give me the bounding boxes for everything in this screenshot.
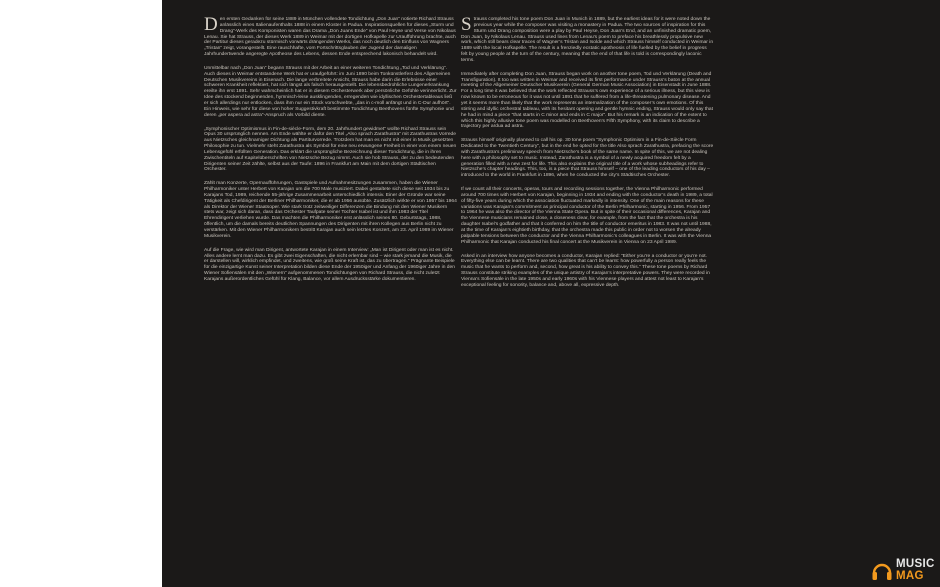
watermark-line-1: MUSIC [896, 558, 935, 570]
booklet-page [162, 0, 940, 587]
english-paragraph-3: Strauss himself originally planned to call his op. 30 tone poem “Symphonic Optimism in a Fin-de-Siècle Form Dedicated to the Twentieth Century”, but in the end he opted for the title Also sprach Zarathustra, prefacing the score with Zarathustra’s preliminary speech from Nietzsche’s book of the same name. In spite of this, we are not dealing here with a philosophy set to music. Instead, Zarathustra is a symbol of a newly acquired freedom felt by a generation filled with a new zest for life. This also explains the original title of a work whose subheadings refer to Nietzsche’s chapter headings. This, too, is a piece that Strauss himself – one of the leading conductors of his day – introduced to the world in Frankfurt in 1896, when he conducted the city’s Städtisches Orchester. [461, 138, 714, 179]
german-paragraph-1-text: en ersten Gedanken für seine 1889 in München vollendete Tondichtung „Don Juan“ notierte Richard Strauss anlässlich eines Italienaufenthalts 1888 in einem Kloster in Padua. Inspirationsquellen für dieses „Sturm und Drang“-Werk des Komponisten waren das Drama „Don Juans Ende“ von Paul Heyse und Verse von Nikolaus Lenau. Sie hat Strauss, der dieses Werk 1889 in Weimar mit der dortigen Hofkapelle zur Uraufführung brachte, auch der Partitur dieses geradezu stürmisch vorwärts drängenden Werks, das noch deutlich den Einfluss von Wagners „Tristan“ zeigt, vorangestellt. Eine rauschhafte, vom Fortschrittsglauben der Jugend der damaligen Jahrhundertwende angeregte Apotheose des Lebens, dessen Ende entsprechend lakonisch behandelt wird. [204, 17, 456, 58]
headphones-icon [870, 559, 894, 583]
english-paragraph-1 [461, 14, 714, 64]
german-paragraph-1 [204, 14, 457, 58]
german-paragraph-3: „Symphonischer Optimismus in Fin-de-siècle-Form, dem 20. Jahrhundert gewidmet“ wollte Richard Strauss sein Opus 30 ursprünglich nennen. Am Ende wählte er dafür den Titel „Also sprach Zarathustra“ mit Zarathustras Vorrede aus Nietzsches gleichnamiger Dichtung als Partiturvorrede. Trotzdem hat man es nicht mit einer in Musik gesetzten Philosophie zu tun. Vielmehr steht Zarathustra als Symbol für eine neu erwungene Freiheit in einer von einem neuen Lebensgefühl erfüllten Generation. Das erklärt die ursprüngliche Bezeichnung dieser Tondichtung, die in ihren Zwischentiteln auf Kapitelüberschriften von Nietzsche Bezug nimmt. Auch sie hob Strauss, der zu den bedeutenden Dirigenten seiner Zeit zählte, selbst aus der Taufe: 1896 in Frankfurt am Main mit dem dortigen Städtischen Orchester. [204, 126, 457, 173]
german-text-column [204, 14, 457, 291]
watermark-text [896, 558, 935, 582]
german-drop-cap: D [204, 14, 218, 35]
english-paragraph-5: Asked in an interview how anyone becomes a conductor, Karajan replied: “Either you’re a conductor or you’re not. Everything else can be learnt. There are two qualities that can’t be learnt: how powerfully a person really feels the music that he wants to perform and, second, how great is his ability to convey this.” These tone poems by Richard Strauss constitute striking examples of the unique artistry of Karajan’s interpretative powers. They were recorded in Vienna’s Sofiensäle in the late 1950s and early 1960s with his Viennese players and attest not least to Karajan’s exceptional feeling for sonority, balance and, above all, expressive depth. [461, 253, 710, 288]
english-drop-cap: S [461, 14, 472, 35]
german-paragraph-4: Zählt man Konzerte, Opernaufführungen, Gastspiele und Aufnahmesitzungen zusammen, haben die Wiener Philharmoniker unter Herbert von Karajan um die 700 Male musiziert. Dabei gestaltete sich diese seit 1934 bis zu Karajans Tod, 1989, reichende 55-jährige Zusammenarbeit unterschiedlich intensiv. Einer der Gründe war seine Tätigkeit als Chefdirigent der Berliner Philharmoniker, die er ab 1956 ausübte. Zusätzlich wirkte er von 1957 bis 1964 als Direktor der Wiener Staatsoper. Wie stark trotz zeitweiliger Differenzen die Bindung mit den Wiener Musikern stets war, zeigt sich daran, dass das Orchester Taufpate seiner Tochter Isabel ist und ihm 1983 der Titel Ehrendirigent verliehen wurde. Das machten die Philharmoniker erst anlässlich seines 80. Geburtstags, 1988, öffentlich, um die damals bereits deutlichen Spannungen des Dirigenten mit ihren Kollegen aus Berlin nicht zu verstärken. Mit den Wiener Philharmonikern bestritt Karajan auch sein letztes Konzert, am 23. April 1989 im Wiener Musikverein. [204, 181, 457, 239]
english-paragraph-1-text: trauss completed his tone poem Don Juan in Munich in 1889, but the earliest ideas for it were noted down the previous year while the composer was visiting a monastery in Padua. The two sources of inspiration for this Sturm und Drang composition were a play by Paul Heyse, Don Juan’s End, and an unfinished dramatic poem, Don Juan, by Nikolaus Lenau. Strauss used lines from Lenau’s poem to preface his breathlessly propulsive new work, which still bears clear traces of Wagner’s Tristan and Isolde and which Strauss himself conducted in Weimar in 1889 with the local Hofkapelle. The result is a frenziedly ecstatic apotheosis of life fuelled by the belief in progress felt by young people at the turn of the century, meaning that the end of that life is told is correspondingly laconic terms. [461, 17, 714, 63]
musicmag-watermark [870, 557, 938, 585]
english-paragraph-2: Immediately after completing Don Juan, Strauss began work on another tone poem, Tod und Verklärung (Death and Transfiguration). It too was written in Weimar and received its first performance under Strauss’s baton at the annual meeting of the Allgemeiner Deutscher Musikverein (General German Music Association) in Eisenstadt in June 1888. For a long time it was believed that the work reflected Strauss’s own experience of a serious illness, but this view is now known to be erroneous for it was not until 1891 that he suffered from a life-threatening pulmonary disease. And yet it seems more than likely that the work represents an internalization of the composer’s own emotions. Of this stirring and idyllic orchestral tableau, with its hesitant opening and gentle hymnic ending, Strauss would only say that he had in mind a piece “that starts in C minor and ends in C major”. But his remark is an indication of the extent to which this highly allusive tone poem was modelled on Beethoven’s Fifth Symphony, with its claim to describe a trajectory per ardua ad astra. [461, 71, 714, 130]
english-text-column [461, 14, 714, 297]
german-paragraph-5: Auf die Frage, wie wird man Dirigent, antwortete Karajan in einem Interview: „Man ist Dirigent oder man ist es nicht. Alles andere lernt man dazu. Es gibt zwei Eigenschaften, die nicht erlernbar sind – wie stark jemand die Musik, die er darstellen will, wirklich empfindet, und zweitens, wie groß seine Kraft ist, das zu übertragen.“ Prägnante Beispiele für die einzigartige Kunst seiner Interpretation bilden diese Ende der 1950iger und Anfang der 1960iger Jahre in den Wiener Sofiensälen mit den „Wienern“ aufgenommenen Tondichtungen von Richard Strauss, die nicht zuletzt Karajans außerordentliches Gefühl für Klang, Balance, vor allem Ausdrucksstärke dokumentieren. [204, 247, 455, 282]
watermark-line-2: MAG [896, 570, 924, 582]
english-paragraph-4: If we count all their concerts, operas, tours and recording sessions together, the Vienna Philharmonic performed around 700 times with Herbert von Karajan, beginning in 1934 and ending with the conductor’s death in 1989, a total of fifty-five years during which the association fluctuated markedly in intensity. One of the main reasons for these variations was Karajan’s commitment as principal conductor of the Berlin Philharmonic, starting in 1956. From 1957 to 1964 he was also the director of the Vienna State Opera. But in spite of their occasional differences, Karajan and the Viennese musicians remained close, a closeness clear, for example, from the fact that the orchestra is his daughter Isabel’s godfather and that it conferred on him the title of conductor emeritus in 1983. It was not until 1988, at the time of Karajan’s eightieth birthday, that the orchestra made this public in order not to worsen the already palpable tensions between the conductor and the Vienna Philharmonic’s colleagues in Berlin. It was with the Vienna Philharmonic that Karajan conducted his final concert at the Musikverein in Vienna on 23 April 1989. [461, 187, 713, 245]
german-paragraph-2: Unmittelbar nach „Don Juan“ begann Strauss mit der Arbeit an einer weiteren Tondichtung „Tod und Verklärung“. Auch dieses in Weimar entstandene Werk hat er uraufgeführt: im Juni 1890 beim Tonkünstlerfest des Allgemeinen Deutschen Musikvereins in Eisenach. Die lange verbreitete Ansicht, Strauss habe darin die Erlebnisse einer schweren Krankheit reflektiert, hat sich längst als falsch herausgestellt. Die lebensbedrohliche Lungenerkrankung ereilte ihn erst 1891. Sehr wahrscheinlich hat er in diesem Orchesterwerk aber persönliche Gefühle verinnerlicht. Zur Idee des stockend beginnenden, hymnisch-leise ausklingenden, erregenden wie idyllischen Orchestertableaus ließ er sich allerdings nur entlocken, dass ihm nur ein Stück vorschwebte, „das in c-moll anfängt und in C-Dur aufhört“. Ein Hinweis, wie sehr für diese von hoher Suggestivkraft bestimmte Tondichtung Beethovens fünfte Symphonie und deren „per aspera ad astra“-Anspruch als Vorbild diente. [204, 65, 457, 118]
